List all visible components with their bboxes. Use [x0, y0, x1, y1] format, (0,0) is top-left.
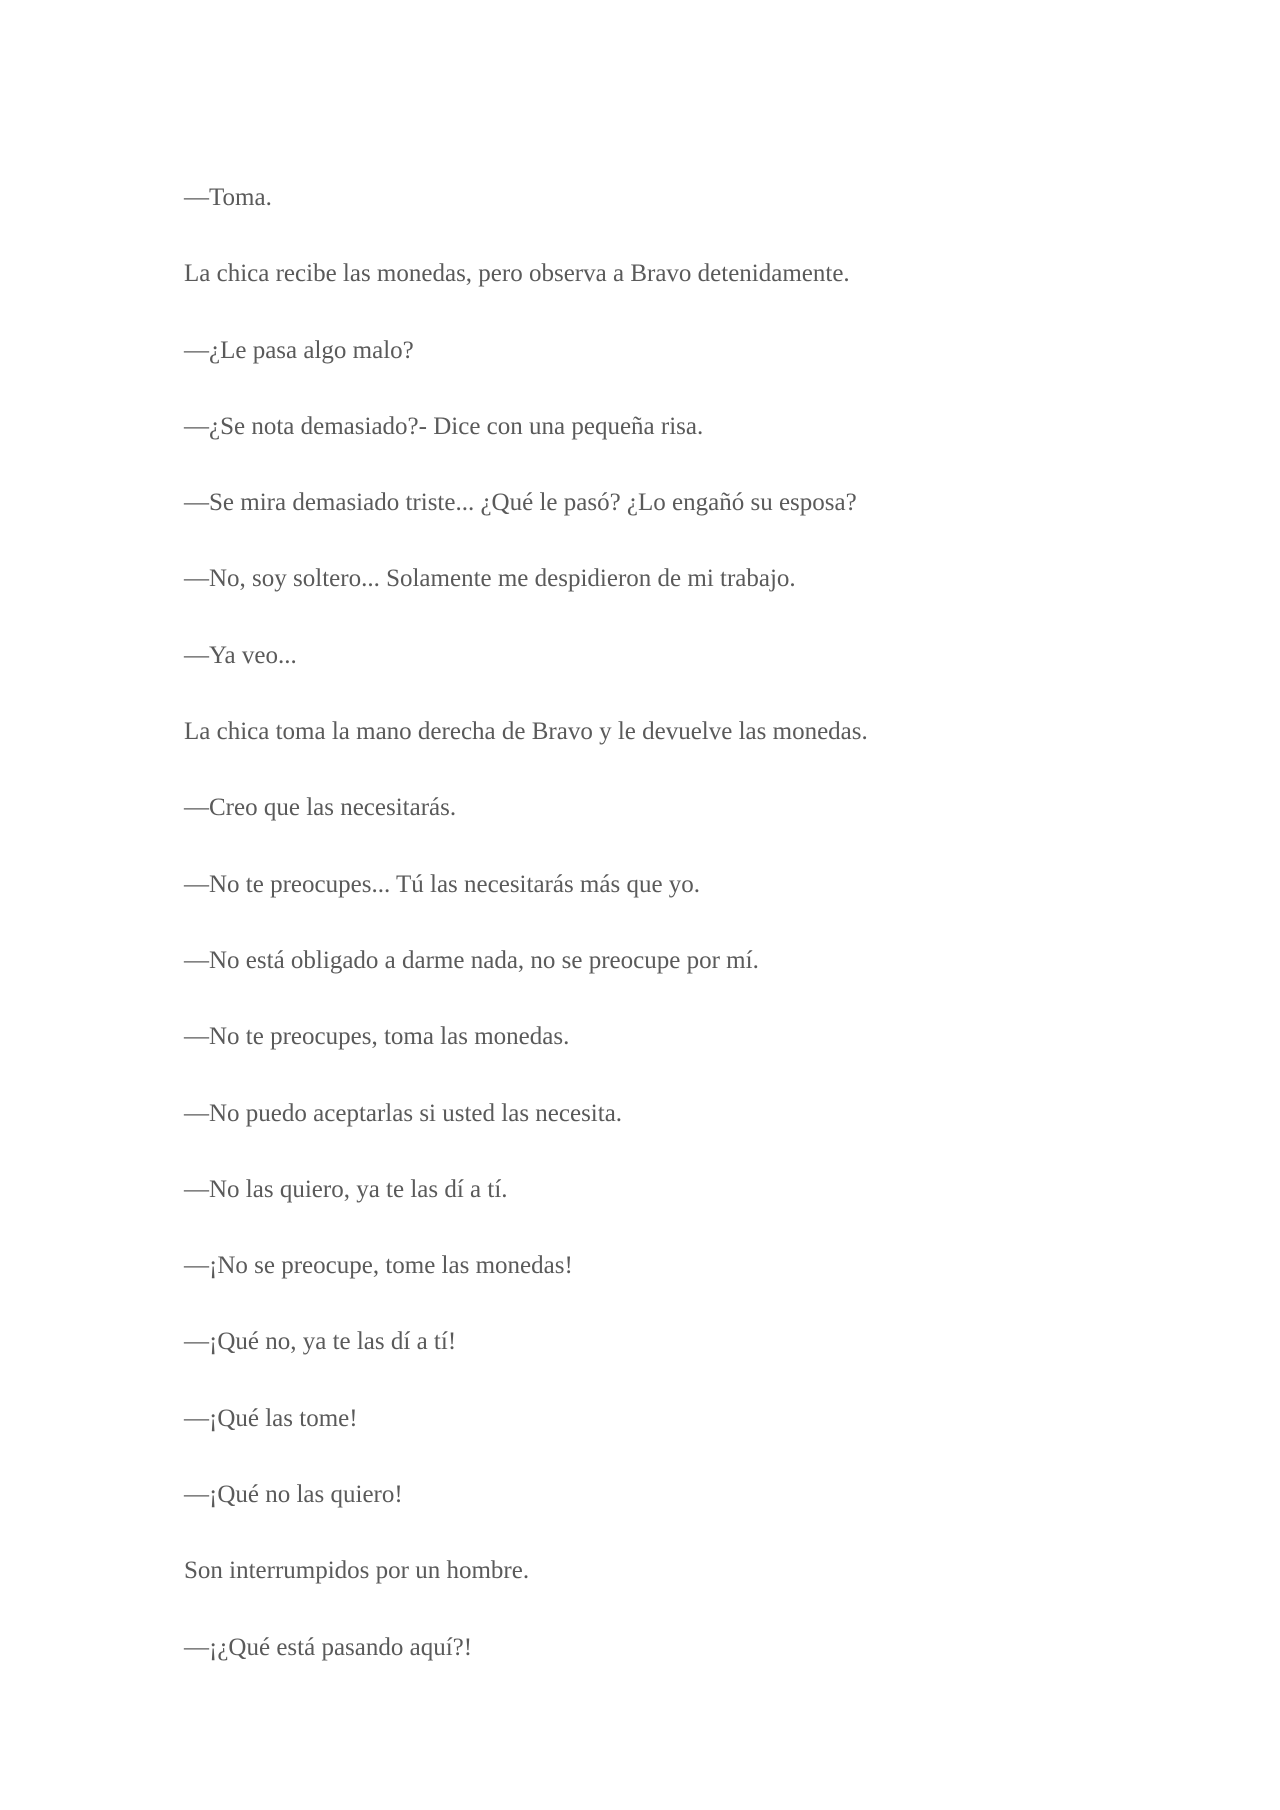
narration-line: La chica recibe las monedas, pero observa a Bravo detenidamente.: [184, 260, 850, 288]
narration-line: Son interrumpidos por un hombre.: [184, 1557, 530, 1585]
dialogue-line: —¡Qué no, ya te las dí a tí!: [184, 1328, 457, 1356]
dialogue-line: —No las quiero, ya te las dí a tí.: [184, 1175, 508, 1203]
text-column: [184, 181, 1144, 1707]
dialogue-line: —¡Qué las tome!: [184, 1404, 358, 1432]
dialogue-line: —No, soy soltero... Solamente me despidieron de mi trabajo.: [184, 565, 796, 593]
dialogue-line: —Creo que las necesitarás.: [184, 794, 457, 822]
dialogue-line: —¡Qué no las quiero!: [184, 1481, 403, 1509]
narration-line: La chica toma la mano derecha de Bravo y le devuelve las monedas.: [184, 718, 868, 746]
dialogue-line: —No te preocupes, toma las monedas.: [184, 1023, 570, 1051]
dialogue-line: —¿Le pasa algo malo?: [184, 336, 414, 364]
dialogue-line: —No puedo aceptarlas si usted las necesita.: [184, 1099, 623, 1127]
dialogue-line: —No está obligado a darme nada, no se preocupe por mí.: [184, 946, 759, 974]
dialogue-line: —No te preocupes... Tú las necesitarás más que yo.: [184, 870, 701, 898]
dialogue-line: —¡No se preocupe, tome las monedas!: [184, 1252, 573, 1280]
dialogue-line: —¡¿Qué está pasando aquí?!: [184, 1633, 473, 1661]
dialogue-line: —Ya veo...: [184, 641, 297, 669]
dialogue-line: —¿Se nota demasiado?- Dice con una pequeña risa.: [184, 412, 704, 440]
dialogue-line: —Toma.: [184, 184, 272, 211]
dialogue-line: —Se mira demasiado triste... ¿Qué le pasó? ¿Lo engañó su esposa?: [184, 489, 857, 517]
